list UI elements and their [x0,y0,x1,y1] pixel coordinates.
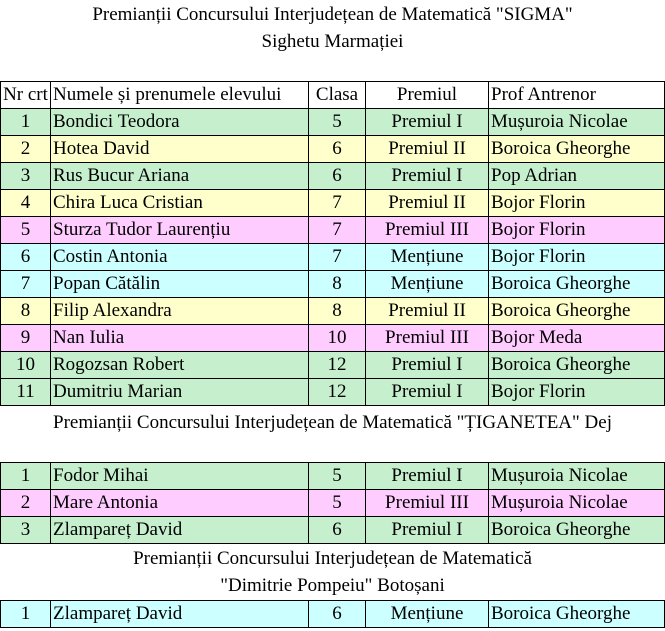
table-row [1,190,665,217]
cell-teacher[interactable]: Mușuroia Nicolae [489,109,665,136]
cell-nr[interactable]: 9 [1,325,51,352]
cell-teacher[interactable]: Bojor Florin [489,379,665,406]
cell-teacher[interactable]: Boroica Gheorghe [489,136,665,163]
cell-nr[interactable]: 3 [1,517,51,544]
table-row [1,163,665,190]
table-row [1,325,665,352]
cell-name[interactable]: Rogozsan Robert [51,352,309,379]
cell-prize[interactable]: Premiul II [366,136,489,163]
table-row [1,244,665,271]
cell-class[interactable]: 10 [309,325,366,352]
cell-teacher[interactable]: Mușuroia Nicolae [489,463,665,490]
cell-teacher[interactable]: Boroica Gheorghe [489,517,665,544]
header-teacher[interactable]: Prof Antrenor [489,82,665,109]
cell-teacher[interactable]: Boroica Gheorghe [489,271,665,298]
section-1-title-line-1: Premianții Concursului Interjudețean de Matematică "SIGMA" [92,4,573,25]
header-class[interactable]: Clasa [309,82,366,109]
cell-class[interactable]: 5 [309,109,366,136]
table-row [1,352,665,379]
cell-nr[interactable]: 8 [1,298,51,325]
section-3-title-line-1: Premianții Concursului Interjudețean de Matematică [133,548,532,569]
cell-name[interactable]: Sturza Tudor Laurențiu [51,217,309,244]
table-row [1,601,665,628]
table-row [1,463,665,490]
cell-name[interactable]: Zlampareț David [51,517,309,544]
cell-teacher[interactable]: Bojor Florin [489,217,665,244]
sigma-results-table [0,81,665,406]
cell-name[interactable]: Bondici Teodora [51,109,309,136]
section-1-title-line-2: Sighetu Marmației [261,31,404,52]
cell-prize[interactable]: Premiul I [366,352,489,379]
table-header-row [1,82,665,109]
cell-class[interactable]: 7 [309,244,366,271]
table-row [1,136,665,163]
cell-teacher[interactable]: Boroica Gheorghe [489,298,665,325]
cell-nr[interactable]: 1 [1,109,51,136]
table-row [1,517,665,544]
header-name[interactable]: Numele și prenumele elevului [51,82,309,109]
cell-class[interactable]: 12 [309,352,366,379]
cell-prize[interactable]: Premiul I [366,463,489,490]
cell-name[interactable]: Dumitriu Marian [51,379,309,406]
cell-nr[interactable]: 11 [1,379,51,406]
cell-nr[interactable]: 1 [1,601,51,628]
table-row [1,490,665,517]
cell-name[interactable]: Rus Bucur Ariana [51,163,309,190]
cell-nr[interactable]: 10 [1,352,51,379]
cell-name[interactable]: Costin Antonia [51,244,309,271]
cell-nr[interactable]: 1 [1,463,51,490]
cell-class[interactable]: 12 [309,379,366,406]
cell-name[interactable]: Fodor Mihai [51,463,309,490]
cell-class[interactable]: 6 [309,517,366,544]
cell-nr[interactable]: 2 [1,490,51,517]
cell-name[interactable]: Filip Alexandra [51,298,309,325]
cell-nr[interactable]: 3 [1,163,51,190]
cell-class[interactable]: 5 [309,490,366,517]
cell-teacher[interactable]: Bojor Florin [489,244,665,271]
tiganetea-results-table [0,462,665,544]
table-row [1,379,665,406]
cell-class[interactable]: 7 [309,190,366,217]
cell-class[interactable]: 6 [309,136,366,163]
cell-teacher[interactable]: Mușuroia Nicolae [489,490,665,517]
cell-nr[interactable]: 6 [1,244,51,271]
cell-prize[interactable]: Premiul II [366,298,489,325]
cell-prize[interactable]: Premiul I [366,109,489,136]
table-row [1,109,665,136]
section-3-title-line-2: "Dimitrie Pompeiu" Botoșani [220,575,445,596]
cell-name[interactable]: Zlampareț David [51,601,309,628]
cell-class[interactable]: 8 [309,298,366,325]
cell-prize[interactable]: Premiul III [366,217,489,244]
cell-name[interactable]: Nan Iulia [51,325,309,352]
cell-prize[interactable]: Mențiune [366,271,489,298]
cell-class[interactable]: 5 [309,463,366,490]
cell-name[interactable]: Popan Cătălin [51,271,309,298]
cell-teacher[interactable]: Pop Adrian [489,163,665,190]
table-row [1,271,665,298]
cell-prize[interactable]: Mențiune [366,601,489,628]
cell-teacher[interactable]: Bojor Meda [489,325,665,352]
cell-class[interactable]: 6 [309,163,366,190]
cell-prize[interactable]: Premiul III [366,490,489,517]
cell-teacher[interactable]: Bojor Florin [489,190,665,217]
cell-class[interactable]: 6 [309,601,366,628]
cell-name[interactable]: Hotea David [51,136,309,163]
cell-class[interactable]: 8 [309,271,366,298]
cell-prize[interactable]: Premiul I [366,379,489,406]
cell-prize[interactable]: Premiul I [366,517,489,544]
header-nr[interactable]: Nr crt [1,82,51,109]
table-row [1,298,665,325]
header-prize[interactable]: Premiul [366,82,489,109]
cell-name[interactable]: Chira Luca Cristian [51,190,309,217]
cell-nr[interactable]: 7 [1,271,51,298]
cell-prize[interactable]: Premiul II [366,190,489,217]
pompeiu-results-table [0,600,665,628]
cell-nr[interactable]: 5 [1,217,51,244]
cell-class[interactable]: 7 [309,217,366,244]
cell-name[interactable]: Mare Antonia [51,490,309,517]
cell-prize[interactable]: Premiul I [366,163,489,190]
cell-nr[interactable]: 4 [1,190,51,217]
cell-teacher[interactable]: Boroica Gheorghe [489,352,665,379]
cell-teacher[interactable]: Boroica Gheorghe [489,601,665,628]
cell-nr[interactable]: 2 [1,136,51,163]
cell-prize[interactable]: Mențiune [366,244,489,271]
cell-prize[interactable]: Premiul III [366,325,489,352]
section-2-title: Premianții Concursului Interjudețean de Matematică "ȚIGANETEA" Dej [53,412,612,433]
table-row [1,217,665,244]
